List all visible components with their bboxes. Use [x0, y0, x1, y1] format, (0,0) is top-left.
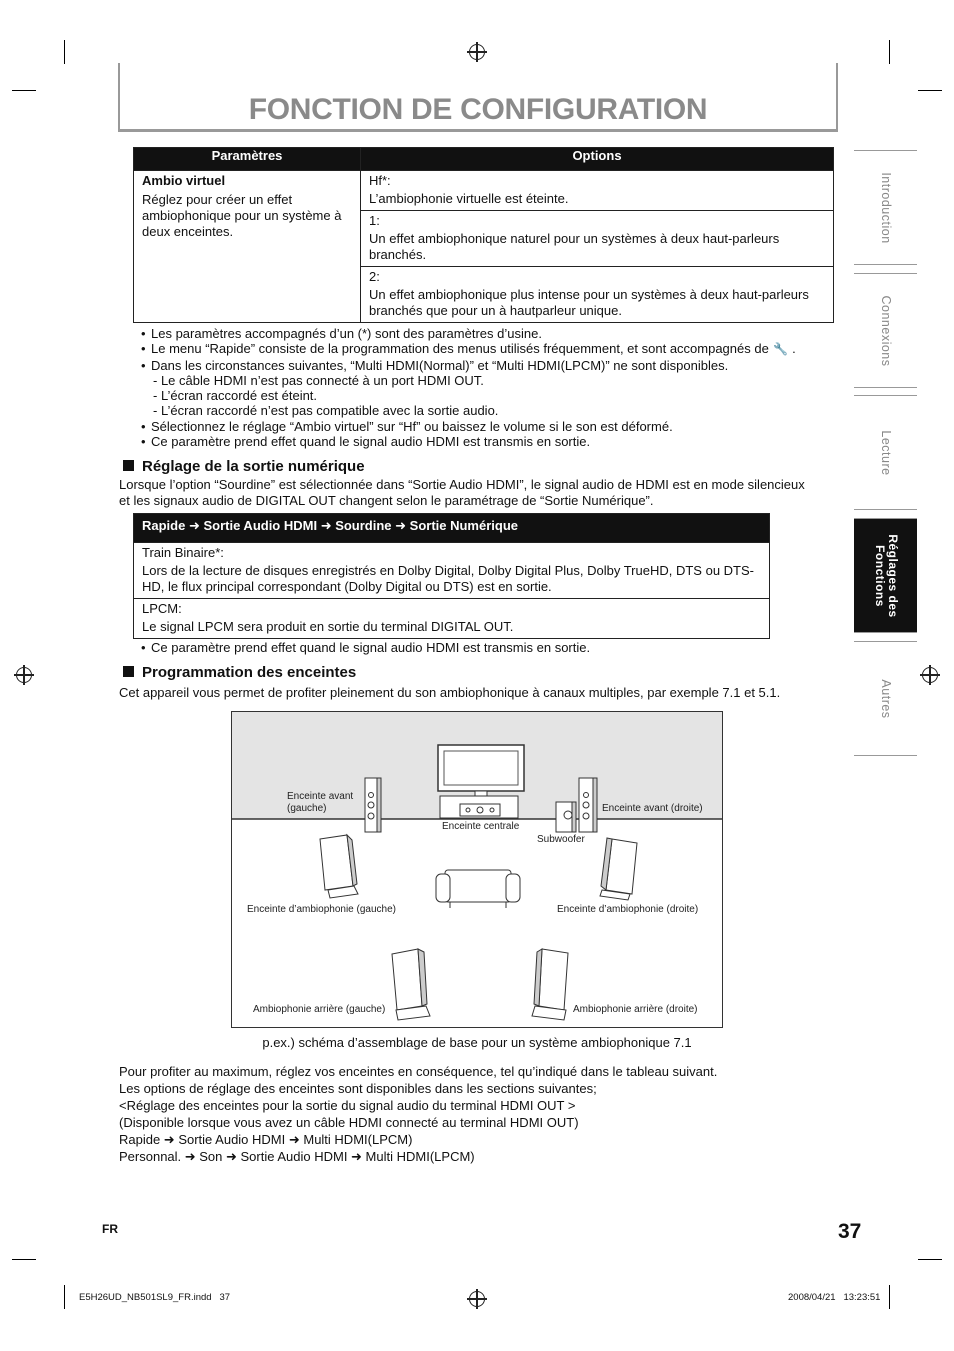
param-name: Ambio virtuel	[142, 173, 226, 188]
crop-mark	[12, 1259, 36, 1260]
list-item: • Les paramètres accompagnés d’un (*) sont des paramètres d’usine.	[134, 326, 854, 341]
registration-mark-icon	[469, 44, 485, 60]
front-right-speaker-icon	[579, 778, 597, 832]
registration-mark-icon	[922, 667, 938, 683]
crop-mark	[64, 1285, 65, 1309]
tab-autres[interactable]: Autres	[854, 641, 917, 756]
section2-intro: Cet appareil vous permet de profiter pleinement du son ambiophonique à canaux multiples, par exemple 7.1 et 5.1.	[119, 685, 781, 700]
option-text: Un effet ambiophonique naturel pour un systèmes à deux haut-parleurs branchés.	[369, 231, 780, 262]
section2-after	[119, 1063, 819, 1165]
option-row	[134, 543, 770, 599]
section1-intro: Lorsque l’option “Sourdine” est sélectionnée dans “Sortie Audio HDMI”, le signal audio de HDMI est en mode silencieux et les signaux audio de DIGITAL OUT changent selon le paramétrage de “Sortie Numérique”.	[119, 477, 805, 508]
list-item: • Le menu “Rapide” consiste de la programmation des menus utilisés fréquemment, et sont accompagnés de 🔧 .	[134, 341, 854, 357]
label-center: Enceinte centrale	[442, 821, 520, 832]
header-parametres: Paramètres	[134, 148, 361, 171]
front-left-speaker-icon	[365, 778, 381, 832]
header-options: Options	[361, 148, 834, 171]
option-text: L’ambiophonie virtuelle est éteinte.	[369, 191, 569, 206]
section-heading-sortie-numerique: Réglage de la sortie numérique	[123, 458, 365, 475]
crop-mark	[64, 40, 65, 64]
list-item: • Sélectionnez le réglage “Ambio virtuel” sur “Hf” ou baissez le volume si le son est déformé.	[134, 419, 854, 434]
surround-right-speaker-icon	[600, 838, 637, 900]
crop-mark	[12, 90, 36, 91]
registration-mark-icon	[469, 1291, 485, 1307]
label-subwoofer: Subwoofer	[537, 834, 585, 845]
option-text: Le signal LPCM sera produit en sortie du terminal DIGITAL OUT.	[142, 619, 514, 634]
option-row	[361, 211, 834, 267]
paragraph-line: <Réglage des enceintes pour la sortie du signal audio du terminal HDMI OUT >	[119, 1098, 576, 1113]
paragraph-line: (Disponible lorsque vous avez un câble HDMI connecté au terminal HDMI OUT)	[119, 1115, 579, 1130]
option-text: Lors de la lecture de disques enregistrés en Dolby Digital, Dolby Digital Plus, Dolby TrueHD, DTS ou DTS-HD, le flux principal correspondant (Dolby Digital ou DTS) est en sortie.	[142, 563, 754, 594]
tab-reglages-fonctions[interactable]: Réglages des Fonctions	[854, 518, 917, 633]
option-key: 1:	[369, 213, 380, 228]
wrench-icon: 🔧	[772, 342, 788, 357]
menu-path-line: Personnal. ➜ Son ➜ Sortie Audio HDMI ➜ Multi HDMI(LPCM)	[119, 1149, 475, 1164]
file-info: E5H26UD_NB501SL9_FR.indd 37	[79, 1292, 231, 1303]
notes-list	[134, 326, 854, 449]
tv-icon	[438, 745, 524, 818]
label-surround-left: Enceinte d’ambiophonie (gauche)	[247, 904, 396, 915]
crop-mark	[918, 1259, 942, 1260]
option-key: 2:	[369, 269, 380, 284]
diagram-caption: p.ex.) schéma d’assemblage de base pour un système ambiophonique 7.1	[262, 1035, 692, 1050]
option-key: LPCM:	[142, 601, 182, 616]
rear-right-speaker-icon	[532, 949, 568, 1020]
paragraph-line: Les options de réglage des enceintes sont disponibles dans les sections suivantes;	[119, 1081, 597, 1096]
list-item: • Ce paramètre prend effet quand le signal audio HDMI est transmis en sortie.	[134, 640, 834, 655]
page-number: 37	[838, 1220, 862, 1243]
list-item: - L’écran raccordé n’est pas compatible avec la sortie audio.	[153, 403, 499, 419]
list-item: • Dans les circonstances suivantes, “Multi HDMI(Normal)” et “Multi HDMI(LPCM)” ne sont disponibles.	[134, 358, 854, 373]
language-code: FR	[102, 1222, 118, 1236]
label-front-right: Enceinte avant (droite)	[602, 803, 703, 814]
registration-mark-icon	[16, 667, 32, 683]
sofa-icon	[436, 870, 520, 908]
label-surround-right: Enceinte d’ambiophonie (droite)	[557, 904, 699, 915]
option-key: Train Binaire*:	[142, 545, 224, 560]
page-title: FONCTION DE CONFIGURATION	[248, 93, 708, 126]
crop-mark	[918, 90, 942, 91]
section-heading-enceintes: Programmation des enceintes	[123, 664, 356, 681]
option-text: Un effet ambiophonique plus intense pour un systèmes à deux haut-parleurs branchés que pour un à hautparleur unique.	[369, 287, 809, 318]
list-item: • Ce paramètre prend effet quand le signal audio HDMI est transmis en sortie.	[134, 434, 854, 449]
list-item: - L’écran raccordé est éteint.	[153, 388, 318, 404]
crop-mark	[889, 40, 890, 64]
param-desc: Réglez pour créer un effet ambiophonique pour un système à deux enceintes.	[142, 192, 342, 239]
section1-notes	[134, 640, 834, 655]
tab-lecture[interactable]: Lecture	[854, 395, 917, 510]
surround-left-speaker-icon	[320, 835, 358, 898]
paragraph-line: Pour profiter au maximum, réglez vos enceintes en conséquence, tel qu’indiqué dans le tableau suivant.	[119, 1064, 718, 1079]
option-key: Hf*:	[369, 173, 391, 188]
tab-introduction[interactable]: Introduction	[854, 150, 917, 265]
subwoofer-icon	[556, 802, 576, 832]
label-front-left: Enceinte avant (gauche)	[287, 791, 354, 814]
parameters-table	[133, 147, 834, 323]
date-info: 2008/04/21 13:23:51	[788, 1292, 881, 1303]
speaker-diagram	[231, 711, 723, 1028]
digital-output-table	[133, 513, 770, 639]
rear-left-speaker-icon	[392, 949, 430, 1020]
crop-mark	[889, 1285, 890, 1309]
option-row	[361, 267, 834, 323]
option-row	[361, 171, 834, 211]
label-rear-left: Ambiophonie arrière (gauche)	[253, 1004, 386, 1015]
title-box	[118, 63, 838, 132]
list-item: - Le câble HDMI n’est pas connecté à un port HDMI OUT.	[153, 372, 484, 388]
param-cell	[134, 171, 361, 323]
label-rear-right: Ambiophonie arrière (droite)	[573, 1004, 698, 1015]
speaker-diagram-svg	[232, 712, 722, 1027]
menu-path-line: Rapide ➜ Sortie Audio HDMI ➜ Multi HDMI(LPCM)	[119, 1132, 413, 1147]
tab-connexions[interactable]: Connexions	[854, 273, 917, 388]
menu-path: Rapide ➜ Sortie Audio HDMI ➜ Sourdine ➜ Sortie Numérique	[134, 514, 770, 543]
option-row	[134, 599, 770, 639]
